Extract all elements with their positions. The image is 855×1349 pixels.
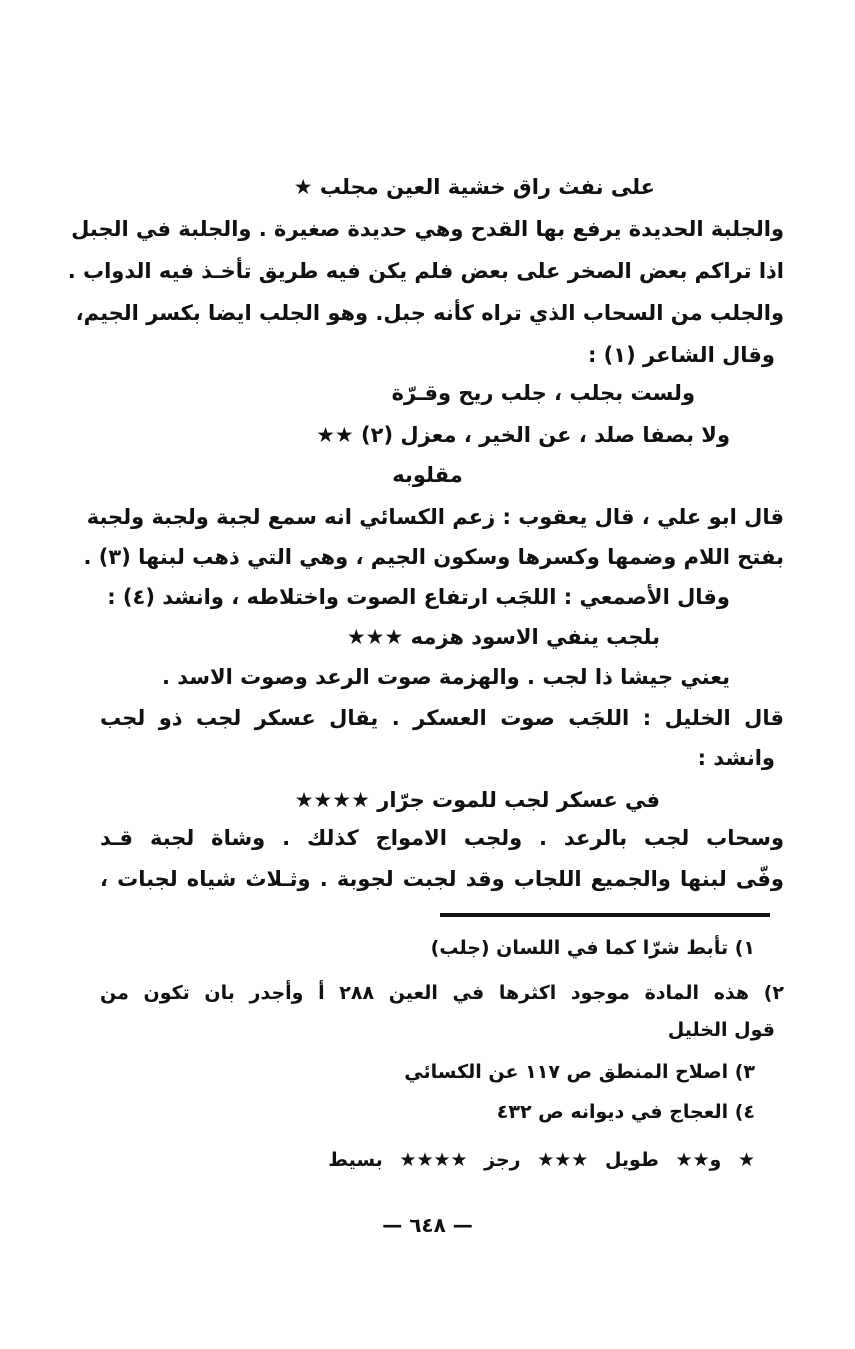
- verse-line: ولا بصفا صلد ، عن الخير ، معزل (٢) ★★: [316, 423, 730, 447]
- verse-line: على نفث راق خشية العين مجلب ★: [293, 175, 655, 199]
- footnote-2-continuation: قول الخليل: [667, 1019, 775, 1041]
- verse-line: ولست بجلب ، جلب ريح وقـرّة: [391, 381, 695, 405]
- body-line: وسحاب لجب بالرعد . ولجب الامواج كذلك . وشاة لجبة قـد: [100, 826, 784, 850]
- body-line: وقال الشاعر (١) :: [587, 343, 775, 367]
- footnote-4: ٤) العجاج في ديوانه ص ٤٣٢: [496, 1101, 755, 1123]
- footnote-1: ١) تأبط شرّا كما في اللسان (جلب): [430, 937, 755, 959]
- verse-line: في عسكر لجب للموت جرّار ★★★★: [294, 788, 660, 812]
- body-line: اذا تراكم بعض الصخر على بعض فلم يكن فيه طريق تأخـذ فيه الدواب .: [67, 259, 784, 283]
- footnote-2: ٢) هذه المادة موجود اكثرها في العين ٢٨٨ أ وأجدر بان تكون من: [100, 982, 784, 1004]
- body-line: والجلب من السحاب الذي تراه كأنه جبل. وهو الجلب ايضا بكسر الجيم،: [75, 301, 784, 325]
- body-line: بفتح اللام وضمها وكسرها وسكون الجيم ، وهي التي ذهب لبنها (٣) .: [83, 545, 784, 569]
- body-line: وانشد :: [697, 746, 775, 770]
- footnote-3: ٣) اصلاح المنطق ص ١١٧ عن الكسائي: [404, 1061, 755, 1083]
- section-heading: مقلوبه: [392, 463, 463, 487]
- meter-key: ★ و★★ طويل ★★★ رجز ★★★★ بسيط: [328, 1149, 755, 1171]
- body-line: قال الخليل : اللجَب صوت العسكر . يقال عسكر لجب ذو لجب: [100, 706, 784, 730]
- footnote-separator: [440, 913, 770, 917]
- body-line: وفّى لبنها والجميع اللجاب وقد لجبت لجوبة . وثـلاث شياه لجبات ،: [100, 867, 784, 891]
- body-line: يعني جيشا ذا لجب . والهزمة صوت الرعد وصوت الاسد .: [161, 665, 730, 689]
- body-line: قال ابو علي ، قال يعقوب : زعم الكسائي انه سمع لجبة ولجبة ولجبة: [86, 505, 784, 529]
- body-line: والجلبة الحديدة يرفع بها القدح وهي حديدة صغيرة . والجلبة في الجبل: [71, 217, 784, 241]
- page-number: — ٦٤٨ —: [382, 1213, 473, 1237]
- body-line: وقال الأصمعي : اللجَب ارتفاع الصوت واختلاطه ، وانشد (٤) :: [107, 585, 730, 609]
- verse-line: بلجب ينفي الاسود هزمه ★★★: [346, 625, 660, 649]
